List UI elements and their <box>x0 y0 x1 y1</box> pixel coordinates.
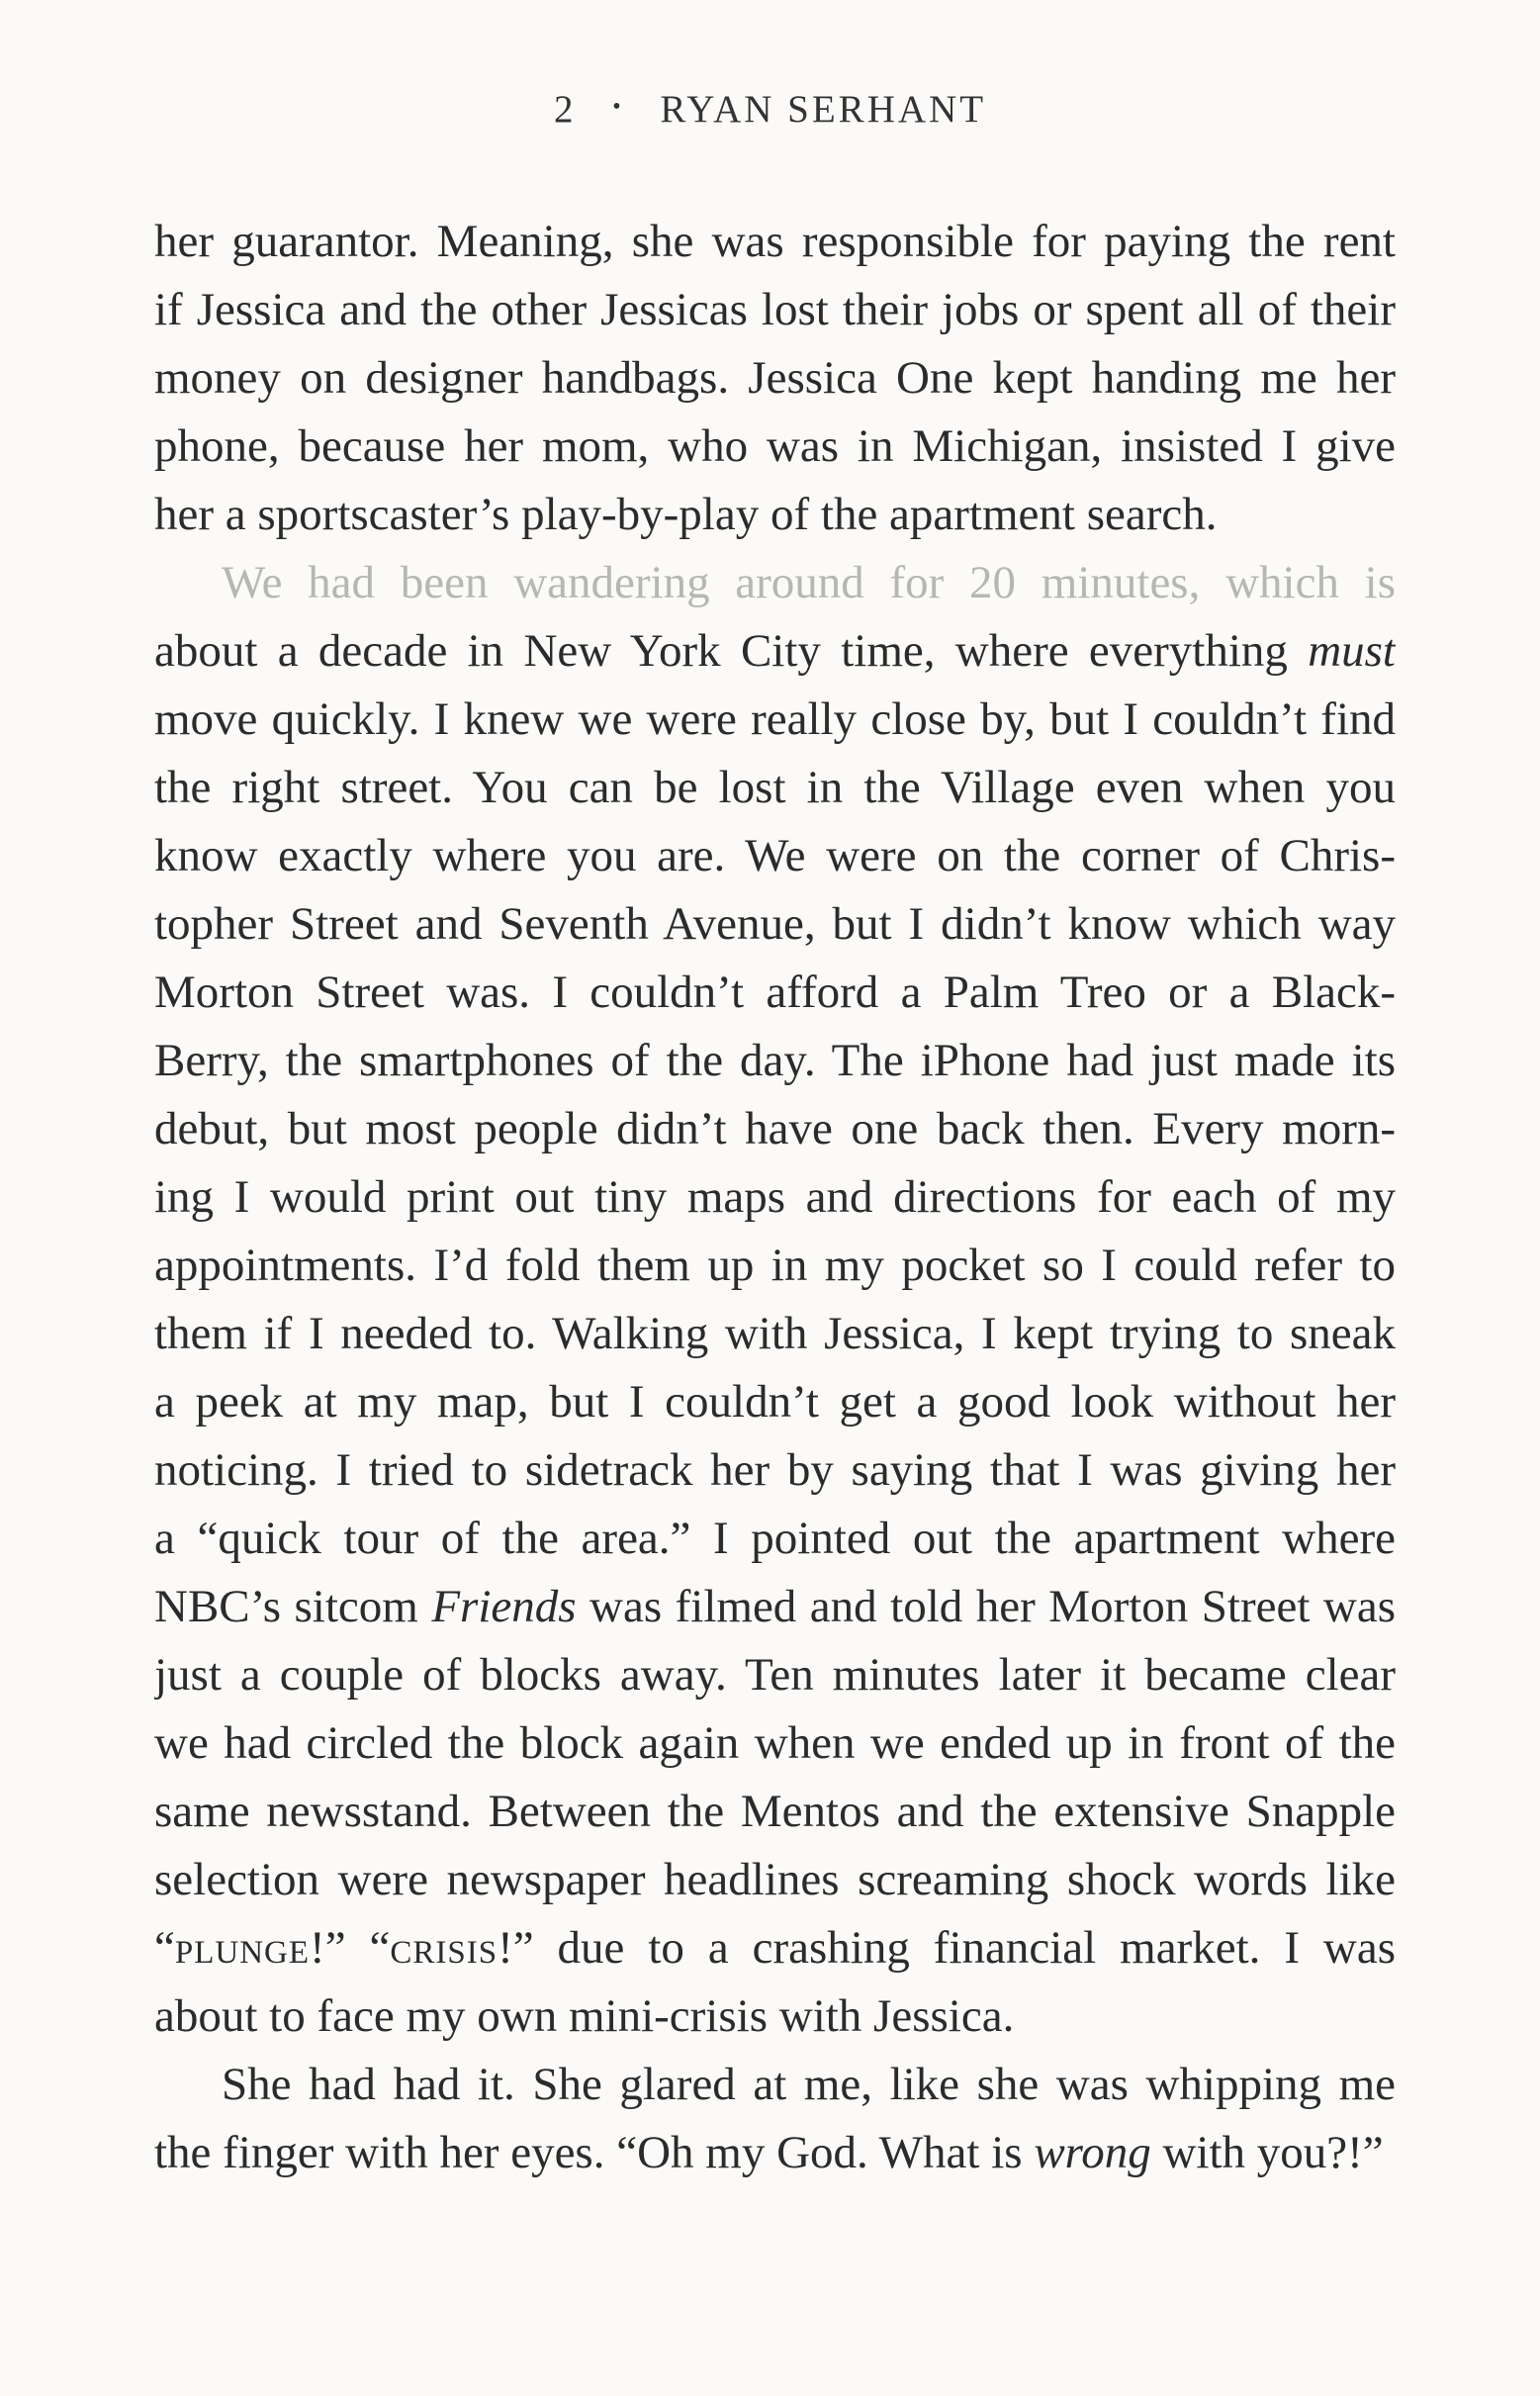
author-name: RYAN SERHANT <box>660 87 987 131</box>
running-head <box>0 83 1540 132</box>
text-line: topher Street and Seventh Avenue, but I didn’t know which way <box>154 898 1396 950</box>
smallcaps-crisis: crisis <box>390 1922 498 1974</box>
text-line: about to face my own mini-crisis with Jessica. <box>154 1990 1015 2042</box>
text-line: She had had it. She glared at me, like she was whipping me <box>222 2059 1396 2110</box>
text-line: Berry, the smartphones of the day. The iPhone had just made its <box>154 1035 1396 1086</box>
text-line: debut, but most people didn’t have one back then. Every morn- <box>154 1103 1396 1154</box>
text-line: money on designer handbags. Jessica One kept handing me her <box>154 352 1396 404</box>
smallcaps-plunge: plunge <box>174 1922 311 1974</box>
emphasis-must: must <box>1308 625 1396 677</box>
text-line <box>154 2119 1396 2187</box>
text-line <box>154 617 1396 686</box>
text-line: same newsstand. Between the Mentos and the extensive Snapple <box>154 1786 1396 1837</box>
body-text <box>154 208 1396 2187</box>
emphasis-wrong: wrong <box>1034 2127 1151 2178</box>
text-segment: was filmed and told her Morton Street was <box>589 1581 1396 1632</box>
text-line <box>154 1914 1396 1982</box>
text-line: a peek at my map, but I couldn’t get a good look without her <box>154 1376 1396 1428</box>
text-line: Morton Street was. I couldn’t afford a Palm Treo or a Black- <box>154 967 1396 1018</box>
text-line: noticing. I tried to sidetrack her by saying that I was giving her <box>154 1444 1396 1496</box>
text-line: selection were newspaper headlines screaming shock words like <box>154 1854 1396 1905</box>
text-segment: the finger with her eyes. “Oh my God. What is <box>154 2127 1023 2178</box>
text-segment: !” due to a crashing financial market. I was <box>498 1922 1396 1974</box>
emphasis-friends: Friends <box>431 1581 577 1632</box>
text-line <box>154 1573 1396 1641</box>
text-segment: NBC’s sitcom <box>154 1581 418 1632</box>
text-line: her guarantor. Meaning, she was responsible for paying the rent <box>154 216 1396 267</box>
text-line: We had been wandering around for 20 minutes, which is <box>222 557 1396 608</box>
text-segment: !” “ <box>310 1922 391 1974</box>
text-line: phone, because her mom, who was in Michigan, insisted I give <box>154 420 1396 472</box>
page-number: 2 <box>553 87 577 131</box>
text-line: we had circled the block again when we ended up in front of the <box>154 1717 1396 1769</box>
text-line: appointments. I’d fold them up in my pocket so I could refer to <box>154 1240 1396 1291</box>
text-segment: with you?!” <box>1162 2127 1384 2178</box>
text-line: her a sportscaster’s play-by-play of the apartment search. <box>154 489 1218 540</box>
text-line: the right street. You can be lost in the Village even when you <box>154 762 1396 813</box>
paragraph-1 <box>154 208 1396 549</box>
header-bullet: • <box>612 93 624 120</box>
text-line: just a couple of blocks away. Ten minutes later it became clear <box>154 1649 1396 1701</box>
text-line: a “quick tour of the area.” I pointed out the apartment where <box>154 1513 1396 1564</box>
text-line: move quickly. I knew we were really close by, but I couldn’t find <box>154 693 1396 745</box>
text-line: know exactly where you are. We were on the corner of Chris- <box>154 830 1396 881</box>
text-line: ing I would print out tiny maps and directions for each of my <box>154 1171 1396 1223</box>
text-segment: “ <box>154 1922 175 1974</box>
text-line: if Jessica and the other Jessicas lost their jobs or spent all of their <box>154 284 1396 335</box>
paragraph-2 <box>154 549 1396 2051</box>
paragraph-3 <box>154 2051 1396 2187</box>
text-segment: about a decade in New York City time, where everything <box>154 625 1288 677</box>
text-line: them if I needed to. Walking with Jessica, I kept trying to sneak <box>154 1308 1396 1359</box>
